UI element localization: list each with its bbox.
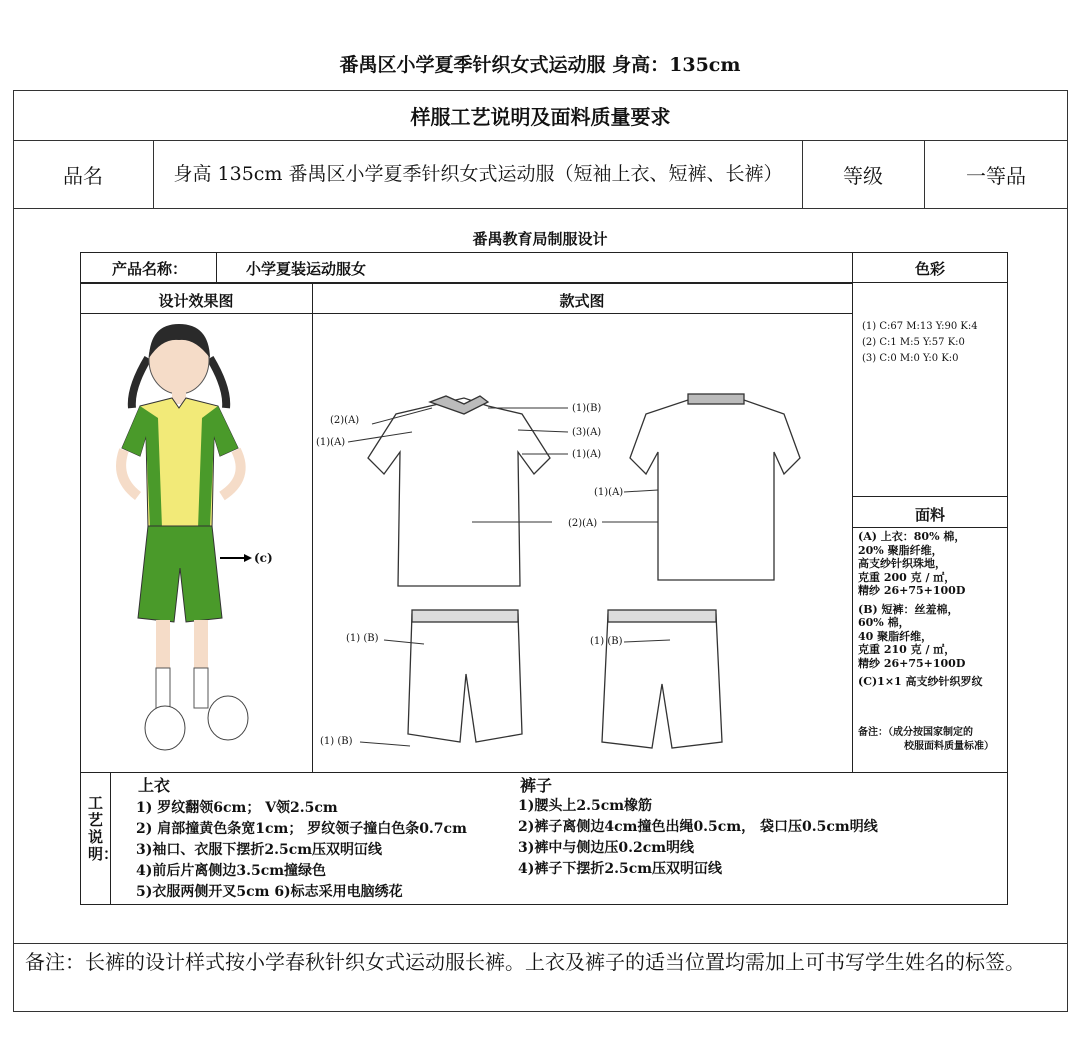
design-figure [110,318,280,758]
process-item: 3)裤中与侧边压0.2cm明线 [518,840,695,856]
callout-label: (1)(A) [594,487,624,498]
name-label: 品名 [63,163,103,188]
top-process-list [136,798,467,903]
callout-label: (1) (B) [320,736,353,747]
color-spec-3: (3) C:0 M:0 Y:0 K:0 [862,353,959,364]
fabric-line: 40 聚脂纤维， [858,629,933,643]
fabric-note: 备注：（成分按国家制定的 [858,727,973,738]
fabric-header: 面料 [914,506,945,524]
product-label: 产品名称： [112,260,188,278]
process-item: 2)裤子离侧边4cm撞色出绳0.5cm， 袋口压0.5cm明线 [518,819,878,835]
product-value: 小学夏装运动服女 [246,260,367,278]
fabric-line: (A) 上衣：80% 棉， [858,530,966,543]
process-item: 4)前后片离侧边3.5cm撞绿色 [136,863,327,879]
pants-process-list [518,796,878,880]
callout-label: (1)(A) [316,437,346,448]
divider [216,252,217,283]
color-spec-2: (2) C:1 M:5 Y:57 K:0 [862,337,965,348]
top-title: 上衣 [138,776,171,795]
callout-label: (2)(A) [330,415,360,426]
process-item: 2) 肩部撞黄色条宽1cm； 罗纹领子撞白色条0.7cm [136,821,467,837]
fabric-note: 校服面料质量标准） [904,741,994,752]
divider [153,140,154,208]
callout-label: (1)(A) [572,449,602,460]
callout-label: (1) (B) [590,636,623,647]
callout-label: (3)(A) [572,427,602,438]
process-item: 4)裤子下摆折2.5cm压双明冚线 [518,861,723,877]
name-value: 身高 135cm 番禺区小学夏季针织女式运动服（短袖上衣、短裤、长裤） [173,163,783,185]
process-label: 工艺说明： [88,794,119,863]
process-item: 1) 罗纹翻领6cm； V领2.5cm [136,800,338,816]
fabric-line: 高支纱针织珠地， [858,557,946,570]
document-title: 番禺区小学夏季针织女式运动服 身高：135cm [339,54,741,76]
fabric-line: 克重 200 克 / ㎡， [858,570,956,584]
process-item: 5)衣服两侧开叉5cm 6)标志采用电脑绣花 [136,884,403,900]
fabric-spec [858,530,1006,689]
callout-label: (1)(B) [572,403,602,414]
fabric-line: (C)1×1 高支纱针织罗纹 [858,675,983,688]
divider [13,208,1068,209]
divider [13,943,1068,944]
fabric-line: (B) 短裤：丝羞棉， [858,602,959,616]
table-subtitle: 样服工艺说明及面料质量要求 [410,104,671,129]
color-header: 色彩 [914,260,945,278]
divider [80,772,1008,773]
figure-label: (c) [254,551,273,565]
pants-title: 裤子 [520,776,553,795]
remark-text: 备注：长裤的设计样式按小学春秋针织女式运动服长裤。上衣及裤子的适当位置均需加上可书写学生姓名的标签。 [25,950,1025,974]
garment-flats [312,314,852,772]
grade-label: 等级 [843,163,883,188]
divider [110,772,111,905]
color-spec-1: (1) C:67 M:13 Y:90 K:4 [862,321,978,332]
style-header: 款式图 [559,292,605,310]
sheet-org-title: 番禺教育局制服设计 [472,230,608,248]
fabric-line: 20% 聚脂纤维， [858,543,943,557]
effect-header: 设计效果图 [158,292,234,310]
fabric-line: 克重 210 克 / ㎡， [858,643,956,656]
callout-label: (1) (B) [346,633,379,644]
fabric-line: 精纱 26+75+100D [858,584,966,597]
callout-label: (2)(A) [568,518,598,529]
process-item: 3)袖口、衣服下摆折2.5cm压双明冚线 [136,842,383,858]
grade-value: 一等品 [966,163,1026,188]
process-item: 1)腰头上2.5cm橡筋 [518,798,653,814]
fabric-line: 60% 棉， [858,616,910,629]
fabric-line: 精纱 26+75+100D [858,656,966,670]
